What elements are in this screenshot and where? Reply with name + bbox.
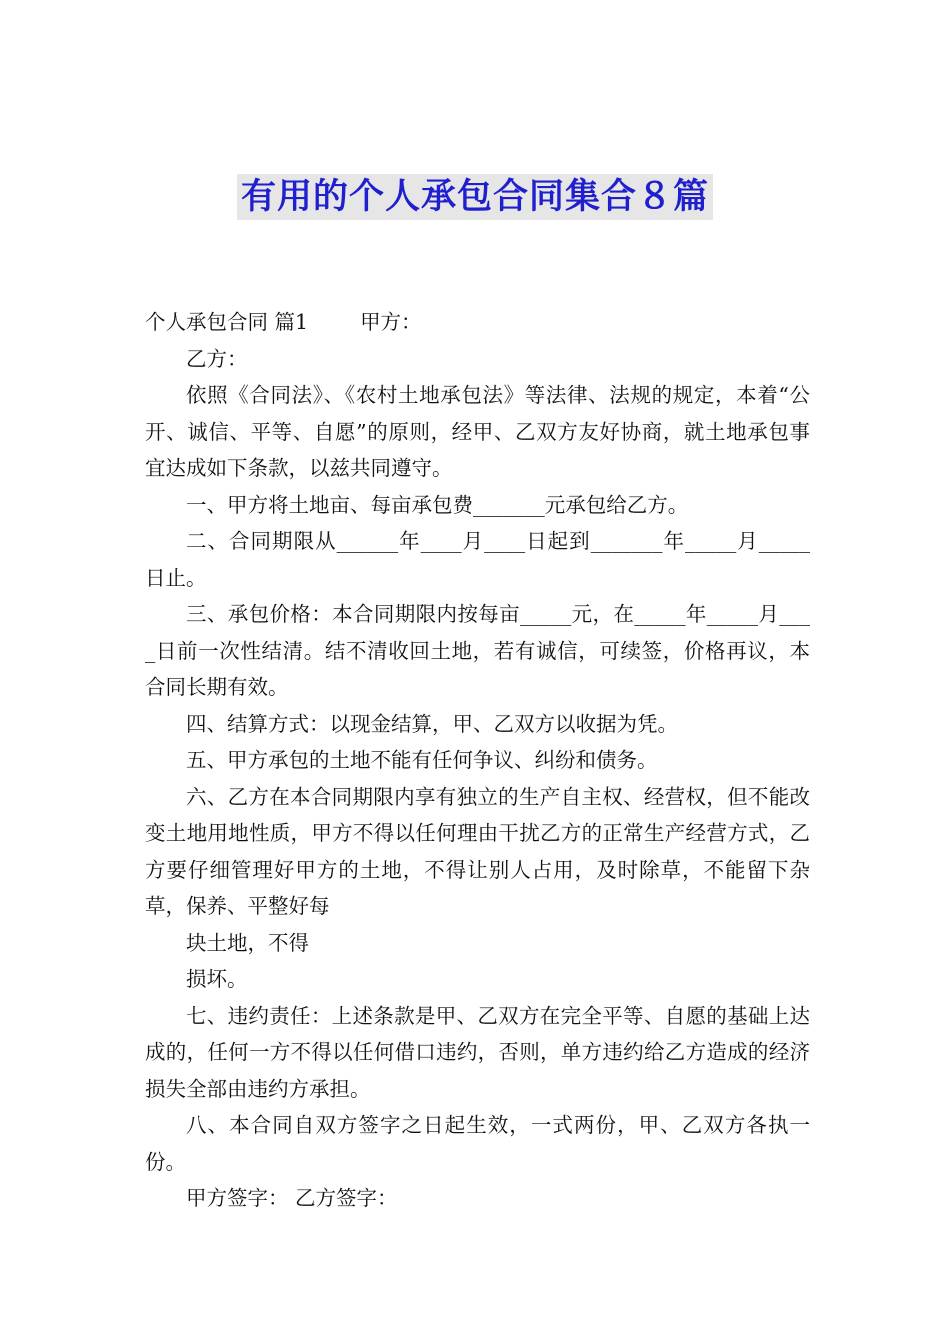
clause-8: 八、本合同自双方签字之日起生效，一式两份，甲、乙双方各执一份。 — [145, 1113, 810, 1174]
section-heading: 个人承包合同 篇1 — [145, 310, 309, 334]
clause-4: 四、结算方式：以现金结算，甲、乙双方以收据为凭。 — [186, 711, 678, 736]
clause-6: 六、乙方在本合同期限内享有独立的生产自主权、经营权，但不能改变土地用地性质，甲方不得以任何理由干扰乙方的正常生产经营方式，乙方要仔细管理好甲方的土地，不得让别人占用，及时除草，不能留下杂草，保养、平整好每 — [145, 784, 810, 918]
party-b-line — [145, 341, 810, 378]
document-title: 有用的个人承包合同集合８篇 — [237, 174, 713, 220]
clause-6-end: 损坏。 — [186, 967, 248, 991]
clause-7: 七、违约责任：上述条款是甲、乙双方在完全平等、自愿的基础上达成的，任何一方不得以任何借口违约，否则，单方违约给乙方造成的经济损失全部由违约方承担。 — [145, 1003, 810, 1101]
title-container — [0, 174, 950, 220]
clause-3: 三、承包价格：本合同期限内按每亩_____元，在_____年_____月____日前一次性结清。结不清收回土地，若有诚信，可续签，价格再议，本合同长期有效。 — [145, 602, 810, 699]
party-a-label: 甲方： — [360, 310, 422, 334]
clause-1: 一、甲方将土地亩、每亩承包费_______元承包给乙方。 — [186, 492, 689, 517]
paragraph-preamble: 依照《合同法》、《农村土地承包法》等法律、法规的规定，本着“公开、诚信、平等、自愿”的原则，经甲、乙双方友好协商，就土地承包事宜达成如下条款，以兹共同遵守。 — [145, 383, 810, 480]
party-b-label: 乙方： — [186, 346, 248, 371]
clause-6-continued: 块土地，不得 — [186, 930, 309, 955]
signature-line: 甲方签字： 乙方签字： — [186, 1186, 398, 1210]
clause-2: 二、合同期限从______年____月____日起到_______年_____月_____日止。 — [145, 529, 810, 590]
section-heading-line — [145, 304, 810, 341]
clause-5: 五、甲方承包的土地不能有任何争议、纠纷和债务。 — [186, 748, 658, 772]
document-body — [145, 304, 810, 1217]
